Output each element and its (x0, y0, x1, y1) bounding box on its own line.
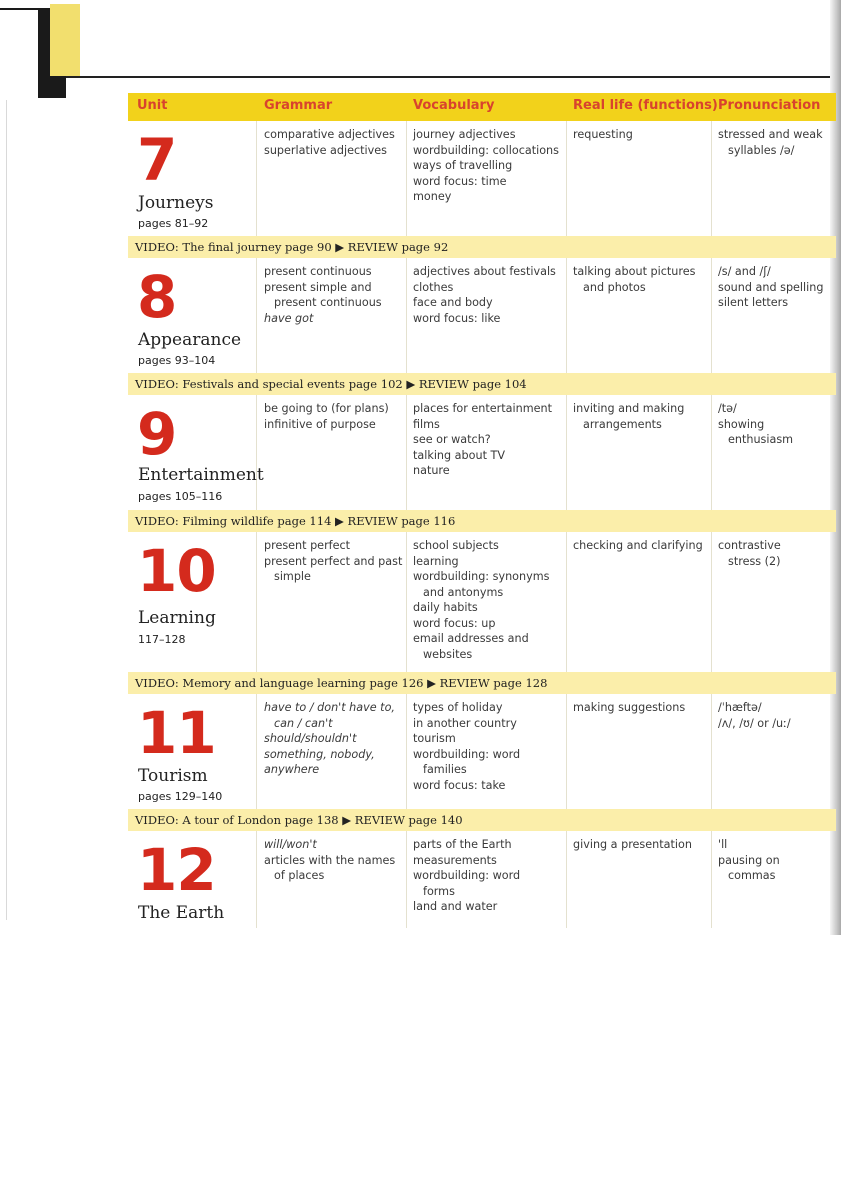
video-review-bar: VIDEO: The final journey page 90 ▶ REVIEW page 92 (128, 236, 836, 258)
unit-pages: pages 105–116 (138, 490, 223, 503)
unit-pages: pages 129–140 (138, 790, 223, 803)
unit-number: 7 (137, 126, 177, 194)
vocabulary-list: types of holiday in another country tourism wordbuilding: word families word focus: take (413, 701, 521, 792)
unit-row-12 (128, 831, 836, 928)
video-review-bar: VIDEO: Festivals and special events page 102 ▶ REVIEW page 104 (128, 373, 836, 395)
vocabulary-list: school subjects learning wordbuilding: synonyms and antonyms daily habits word focus: up email addresses and websites (413, 539, 550, 661)
pronunciation-list: 'll pausing on commas (718, 838, 780, 882)
video-review-bar: VIDEO: A tour of London page 138 ▶ REVIEW page 140 (128, 809, 836, 831)
unit-row-10 (128, 532, 836, 672)
unit-number: 9 (137, 400, 177, 468)
video-review-bar: VIDEO: Memory and language learning page 126 ▶ REVIEW page 128 (128, 672, 836, 694)
grammar-list: have to / don't have to, can / can't should/shouldn't something, nobody, anywhere (264, 701, 395, 776)
unit-number: 10 (137, 537, 216, 605)
header-grammar: Grammar (264, 98, 333, 113)
unit-number: 11 (137, 699, 216, 767)
top-rule (66, 76, 830, 78)
real-life-list: inviting and making arrangements (573, 402, 685, 431)
unit-title: Entertainment (138, 465, 264, 485)
table-header (128, 93, 836, 121)
pronunciation-list: /s/ and /ʃ/ sound and spelling silent letters (718, 265, 824, 309)
pronunciation-list: /tə/ showing enthusiasm (718, 402, 794, 446)
grammar-list: comparative adjectives superlative adjectives (264, 128, 395, 157)
header-vocabulary: Vocabulary (413, 98, 495, 113)
unit-title: The Earth (138, 903, 225, 923)
pronunciation-list: contrastive stress (2) (718, 539, 781, 568)
grammar-list: present continuous present simple and present continuous have got (264, 265, 382, 325)
real-life-list: giving a presentation (573, 838, 692, 851)
pronunciation-list: stressed and weak syllables /ə/ (718, 128, 823, 157)
vocabulary-list: journey adjectives wordbuilding: collocations ways of travelling word focus: time money (413, 128, 559, 203)
unit-row-9 (128, 395, 836, 510)
grammar-list: present perfect present perfect and past simple (264, 539, 403, 583)
unit-title: Tourism (138, 766, 208, 786)
unit-title: Appearance (138, 330, 242, 350)
unit-title: Learning (138, 608, 216, 628)
page-left-edge (6, 100, 7, 920)
unit-title: Journeys (138, 193, 214, 213)
unit-row-11 (128, 694, 836, 809)
unit-row-7 (128, 121, 836, 236)
real-life-list: requesting (573, 128, 633, 141)
header-unit: Unit (137, 98, 168, 113)
contents-table (128, 93, 836, 928)
unit-number: 12 (137, 836, 216, 904)
pronunciation-list: /ˈhæftə/ /ʌ/, /ʊ/ or /uː/ (718, 701, 791, 730)
grammar-list: will/won't articles with the names of places (264, 838, 396, 882)
vocabulary-list: parts of the Earth measurements wordbuilding: word forms land and water (413, 838, 521, 913)
unit-row-8 (128, 258, 836, 373)
real-life-list: checking and clarifying (573, 539, 703, 552)
unit-pages: pages 81–92 (138, 217, 209, 230)
real-life-list: talking about pictures and photos (573, 265, 696, 294)
vocabulary-list: adjectives about festivals clothes face and body word focus: like (413, 265, 556, 325)
real-life-list: making suggestions (573, 701, 686, 714)
header-pronunciation: Pronunciation (718, 98, 821, 113)
corner-yellow-mark (50, 4, 80, 76)
unit-pages: 117–128 (138, 633, 186, 646)
grammar-list: be going to (for plans) infinitive of purpose (264, 402, 389, 431)
unit-number: 8 (137, 263, 177, 331)
unit-pages: pages 93–104 (138, 354, 216, 367)
vocabulary-list: places for entertainment films see or watch? talking about TV nature (413, 402, 552, 477)
header-real-life: Real life (functions) (573, 98, 718, 113)
video-review-bar: VIDEO: Filming wildlife page 114 ▶ REVIEW page 116 (128, 510, 836, 532)
